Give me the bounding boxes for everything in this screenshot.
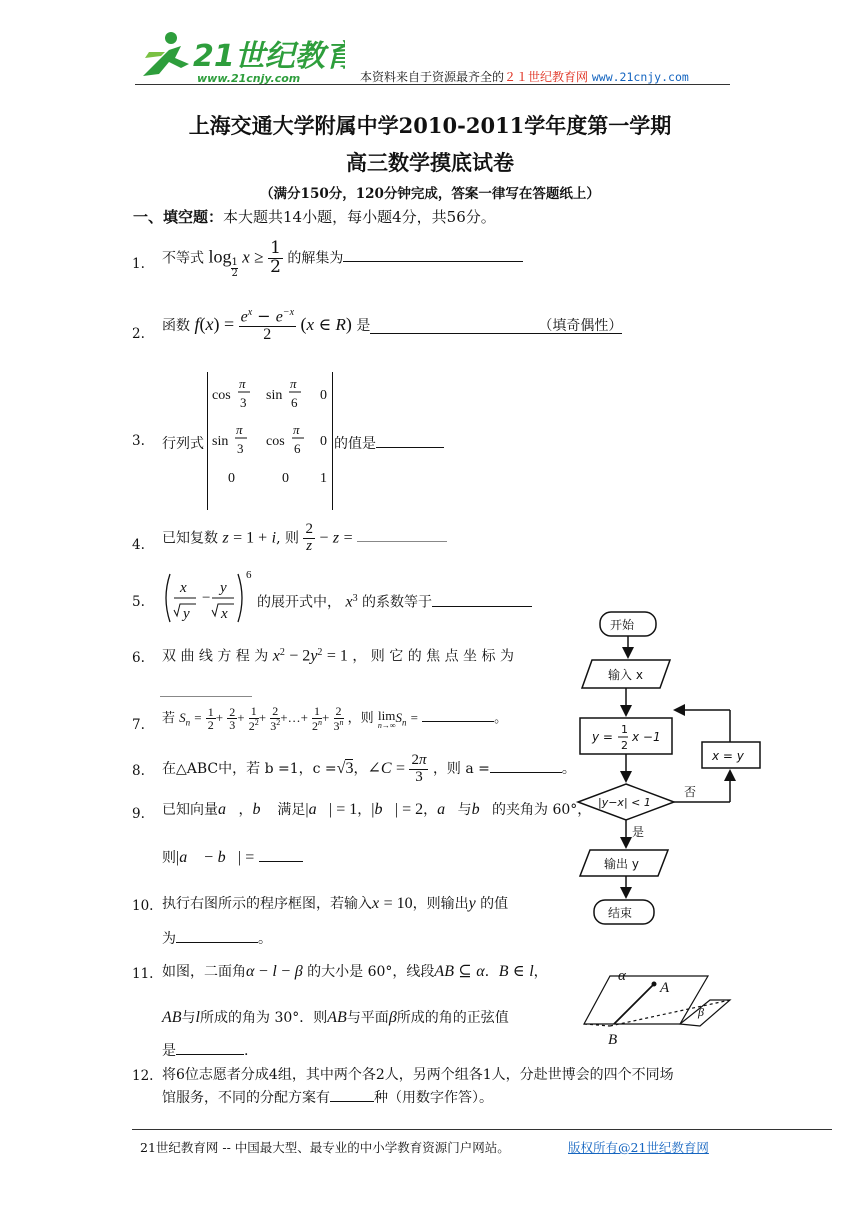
svg-text:6: 6 bbox=[291, 395, 298, 410]
question-10: 执行右图所示的程序框图，若输入x = 10，则输出y 的值 bbox=[162, 895, 509, 912]
svg-text:π: π bbox=[239, 376, 246, 391]
q4-number: 4. bbox=[132, 537, 145, 553]
fig-beta-label: β bbox=[698, 1005, 704, 1019]
q3-determinant bbox=[207, 372, 333, 510]
question-9-line2: 则|a⃗ − b⃗| = bbox=[162, 850, 303, 866]
svg-text:π: π bbox=[236, 422, 243, 437]
dihedral-figure bbox=[580, 966, 740, 1048]
question-2: 函数 f(x) = $\frac{e^x - e^{-x}}{2}$ (x ∈ R) 是 （填奇偶性） bbox=[162, 306, 623, 344]
flowchart bbox=[570, 608, 770, 928]
q11-number: 11. bbox=[132, 966, 154, 982]
q10-number: 10. bbox=[132, 898, 154, 914]
svg-text:0: 0 bbox=[320, 388, 327, 403]
flow-frac-num: 1 bbox=[621, 723, 628, 736]
logo-url: www.21cnjy.com bbox=[197, 72, 301, 85]
svg-text:6: 6 bbox=[294, 441, 301, 456]
q6-number: 6. bbox=[132, 650, 145, 666]
section-heading: 一、填空题：本大题共14小题，每小题4分，共56分。 bbox=[133, 208, 496, 226]
flow-yes-label: 是 bbox=[632, 825, 645, 839]
footer-left: 21世纪教育网 -- 中国最大型、最专业的中小学教育资源门户网站。 bbox=[140, 1140, 510, 1155]
flow-assign-label: x = y bbox=[712, 749, 744, 763]
q3-suffix: 的值是 bbox=[334, 433, 444, 453]
question-11-line2: AB与l所成的角为 30°．则AB与平面β所成的角的正弦值 bbox=[162, 1009, 509, 1026]
svg-text:π: π bbox=[290, 376, 297, 391]
exam-title: 上海交通大学附属中学2010-2011学年度第一学期 bbox=[188, 113, 672, 138]
logo-text: 21世纪教育 bbox=[193, 39, 345, 74]
svg-text:y: y bbox=[220, 580, 227, 596]
q5-expression bbox=[160, 568, 255, 628]
question-5: 的展开式中， $x^3$ 的系数等于 bbox=[257, 594, 532, 611]
svg-text:0: 0 bbox=[228, 471, 235, 486]
q6-answer-blank bbox=[160, 696, 252, 697]
q3-number: 3. bbox=[132, 433, 145, 449]
q7-number: 7. bbox=[132, 717, 145, 733]
svg-text:−: − bbox=[202, 590, 211, 606]
flow-frac-den: 2 bbox=[621, 739, 628, 752]
header-site-link[interactable]: ２１世纪教育网 bbox=[504, 70, 589, 84]
flow-end-label: 结束 bbox=[608, 906, 633, 920]
fig-A-label: A bbox=[660, 980, 670, 996]
q9-number: 9. bbox=[132, 806, 145, 822]
svg-text:cos: cos bbox=[212, 388, 231, 403]
flow-input-label: 输入 x bbox=[608, 668, 643, 682]
header-divider bbox=[135, 84, 730, 85]
q2-number: 2. bbox=[132, 326, 145, 342]
fig-B-label: B bbox=[608, 1032, 618, 1048]
question-6: 双 曲 线 方 程 为 $x^2 - 2y^2 = 1$ ， 则 它 的 焦 点 坐 标 为 bbox=[162, 647, 514, 665]
svg-text:3: 3 bbox=[237, 441, 244, 456]
fig-alpha-label: α bbox=[618, 968, 626, 984]
question-1: 不等式 log $\frac{1}{2}$ x ≥ $\frac{1}{2}$ 的解集为 bbox=[162, 240, 523, 279]
svg-text:y: y bbox=[183, 606, 190, 622]
svg-text:x: x bbox=[221, 606, 228, 622]
footer-copyright-link[interactable]: 版权所有@21世纪教育网 bbox=[568, 1140, 709, 1155]
header-url-link[interactable]: www.21cnjy.com bbox=[591, 70, 689, 84]
svg-text:6: 6 bbox=[246, 569, 252, 581]
svg-text:1: 1 bbox=[320, 471, 327, 486]
svg-text:0: 0 bbox=[282, 471, 289, 486]
flow-condition-label: |y−x| < 1 bbox=[598, 796, 651, 809]
svg-text:sin: sin bbox=[212, 434, 229, 449]
exam-instructions: （满分150分，120分钟完成，答案一律写在答题纸上） bbox=[260, 186, 600, 202]
question-12-line2: 馆服务，不同的分配方案有 种（用数字作答）。 bbox=[162, 1090, 493, 1106]
question-7: 若 $S_n$ = $\frac{1}{2}$ + $\frac{2}{3}$ + $\frac{1}{2^2}$ + $\frac{2}{3^2}$ +…+ $\frac{1}{2^n}$ + $\frac{2}{3^n}$ ，则 lim n→∞ $S_n$ = 。 bbox=[162, 704, 508, 733]
question-11: 如图，二面角α − l − β 的大小是 60°，线段AB ⊆ α．B ∈ l， bbox=[162, 963, 548, 980]
flow-process-right: x −1 bbox=[632, 730, 661, 744]
svg-text:cos: cos bbox=[266, 434, 285, 449]
question-12: 将6位志愿者分成4组，其中两个各2人，另两个组各1人，分赴世博会的四个不同场 bbox=[162, 1067, 674, 1083]
header-note: 本资料来自于资源最齐全的２１世纪教育网 www.21cnjy.com bbox=[360, 70, 689, 84]
plane-beta bbox=[680, 1000, 730, 1026]
flow-no-label: 否 bbox=[684, 785, 697, 799]
question-11-line3: 是 . bbox=[162, 1043, 249, 1059]
question-9: 已知向量a⃗，b⃗ 满足|a⃗| = 1，|b⃗| = 2，a⃗与b⃗的夹角为 60°， bbox=[162, 801, 592, 818]
svg-text:0: 0 bbox=[320, 434, 327, 449]
exam-subtitle: 高三数学摸底试卷 bbox=[346, 150, 514, 175]
q1-number: 1. bbox=[132, 256, 145, 272]
q8-number: 8. bbox=[132, 763, 145, 779]
flow-output-label: 输出 y bbox=[604, 857, 639, 871]
question-4: 已知复数 z = 1 + i, 则 $\frac{2}{z}$ − z = bbox=[162, 522, 447, 555]
q12-number: 12. bbox=[132, 1068, 154, 1084]
site-logo bbox=[135, 28, 345, 88]
q5-number: 5. bbox=[132, 594, 145, 610]
flow-process-left: y = bbox=[592, 730, 613, 744]
question-10-line2: 为 。 bbox=[162, 931, 272, 947]
svg-text:sin: sin bbox=[266, 388, 283, 403]
footer-divider bbox=[132, 1129, 832, 1130]
flow-start-label: 开始 bbox=[610, 618, 635, 632]
svg-text:x: x bbox=[180, 580, 187, 596]
svg-text:π: π bbox=[293, 422, 300, 437]
svg-text:3: 3 bbox=[240, 395, 247, 410]
question-8: 在△ABC中，若 b =1，c =√3，∠C = $\frac{2\pi}{3}$ ，则 a = 。 bbox=[162, 752, 576, 785]
q3-prefix: 行列式 bbox=[162, 436, 204, 452]
